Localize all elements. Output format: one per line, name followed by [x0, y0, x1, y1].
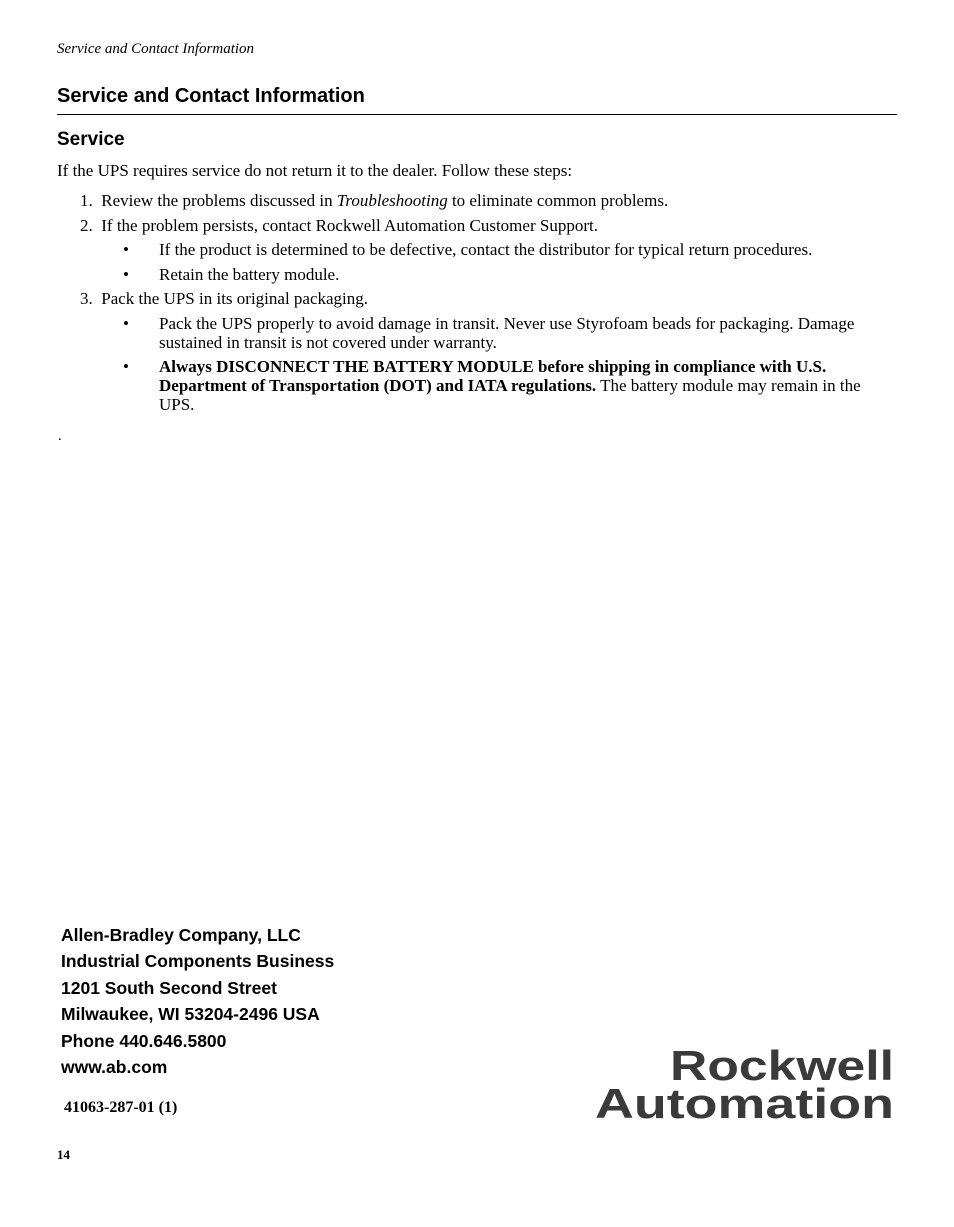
section-divider	[57, 114, 897, 115]
step-1	[80, 191, 668, 211]
contact-address	[61, 922, 334, 1080]
stray-period: .	[58, 428, 62, 444]
street-address: 1201 South Second Street	[61, 977, 277, 998]
bullet-icon: •	[123, 265, 129, 284]
step-number: 1.	[80, 191, 93, 210]
city-address: Milwaukee, WI 53204-2496 USA	[61, 1004, 320, 1025]
document-number: 41063-287-01 (1)	[64, 1099, 178, 1116]
bullet-text: Pack the UPS properly to avoid damage in transit. Never use Styrofoam beads for packaging. Damage sustained in transit is not covered under warranty.	[159, 314, 855, 352]
step-text: If the problem persists, contact Rockwell Automation Customer Support.	[101, 216, 598, 235]
bullet-text: The battery module may remain in the UPS.	[159, 376, 861, 414]
battery-warning: Always DISCONNECT THE BATTERY MODULE before shipping in compliance with U.S. Department of Transportation (DOT) and IATA regulations.	[159, 357, 827, 395]
division-name: Industrial Components Business	[61, 951, 335, 972]
bullet-icon: •	[123, 240, 129, 259]
website: www.ab.com	[61, 1057, 168, 1078]
logo-wordmark-automation: Automation	[595, 1080, 894, 1122]
step-number: 2.	[80, 216, 93, 235]
step-text: to eliminate common problems.	[447, 191, 669, 210]
page-number: 14	[57, 1147, 70, 1162]
logo-wordmark-rockwell: Rockwell	[670, 1044, 894, 1089]
bullet-text: If the product is determined to be defective, contact the distributor for typical return procedures.	[159, 240, 813, 259]
bullet-icon: •	[123, 357, 129, 376]
step-number: 3.	[80, 289, 93, 308]
company-name: Allen-Bradley Company, LLC	[61, 925, 301, 945]
running-header: Service and Contact Information	[57, 41, 255, 57]
bullet-icon: •	[123, 314, 129, 333]
bullet-text: Retain the battery module.	[159, 265, 340, 284]
section-title: Service and Contact Information	[57, 85, 365, 107]
step-text: Review the problems discussed in	[101, 191, 337, 210]
step-2	[80, 216, 598, 236]
intro-paragraph: If the UPS requires service do not return it to the dealer. Follow these steps:	[57, 161, 573, 180]
phone-number: Phone 440.646.5800	[61, 1030, 227, 1051]
troubleshooting-reference: Troubleshooting	[336, 191, 448, 210]
step-3	[80, 289, 368, 309]
rockwell-automation-logo	[594, 1044, 896, 1122]
warning-text	[159, 357, 893, 414]
subsection-title: Service	[57, 129, 125, 150]
step-text: Pack the UPS in its original packaging.	[101, 289, 369, 308]
